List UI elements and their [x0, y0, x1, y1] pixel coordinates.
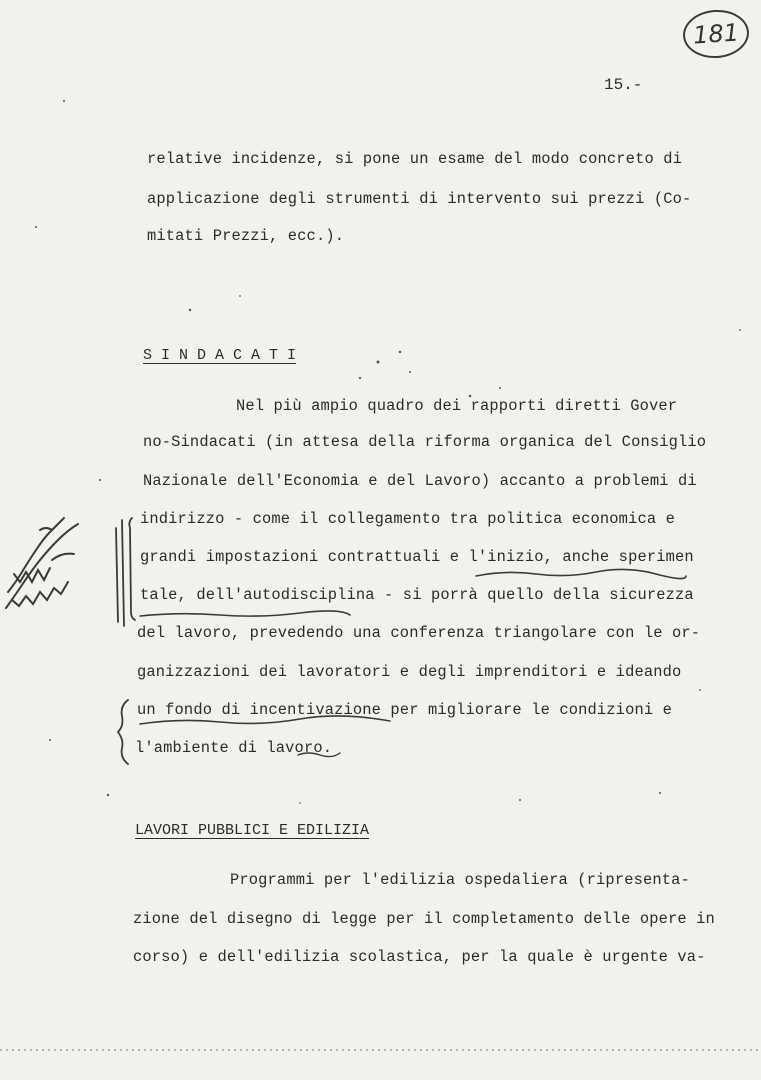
text-line: Nazionale dell'Economia e del Lavoro) accanto a problemi di: [143, 472, 697, 490]
folio-stamp: 181: [681, 8, 750, 60]
text-line: corso) e dell'edilizia scolastica, per la quale è urgente va-: [133, 948, 706, 966]
margin-scribble-icon: [6, 518, 78, 608]
margin-bracket-icon: [116, 518, 135, 626]
wavy-underline: [476, 569, 686, 578]
text-line: applicazione degli strumenti di intervento sui prezzi (Co-: [147, 190, 692, 208]
section-heading-sindacati: S I N D A C A T I: [143, 347, 297, 364]
text-line: Programmi per l'edilizia ospedaliera (ripresenta-: [230, 871, 690, 889]
text-line: ganizzazioni dei lavoratori e degli imprenditori e ideando: [137, 663, 682, 681]
page-number: 15.-: [604, 76, 643, 94]
text-line: mitati Prezzi, ecc.).: [147, 227, 345, 245]
wavy-underline: [298, 753, 340, 757]
wavy-underline: [140, 716, 390, 724]
scan-specks: [35, 100, 741, 804]
text-line: relative incidenze, si pone un esame del modo concreto di: [147, 150, 682, 168]
text-line: del lavoro, prevedendo una conferenza triangolare con le or-: [137, 624, 701, 642]
text-line: un fondo di incentivazione per migliorare le condizioni e: [137, 701, 672, 719]
curly-bracket-icon: [118, 700, 128, 764]
section-heading-lavori-pubblici: LAVORI PUBBLICI E EDILIZIA: [135, 822, 370, 839]
text-line: l'ambiente di lavoro.: [135, 739, 333, 757]
text-line: Nel più ampio quadro dei rapporti diretti Gover: [236, 397, 678, 415]
text-line: tale, dell'autodisciplina - si porrà quello della sicurezza: [140, 586, 694, 604]
text-line: grandi impostazioni contrattuali e l'inizio, anche sperimen: [140, 548, 694, 566]
text-line: no-Sindacati (in attesa della riforma organica del Consiglio: [143, 433, 707, 451]
wavy-underline: [140, 611, 350, 616]
text-line: zione del disegno di legge per il completamento delle opere in: [133, 910, 715, 928]
text-line: indirizzo - come il collegamento tra politica economica e: [140, 510, 675, 528]
